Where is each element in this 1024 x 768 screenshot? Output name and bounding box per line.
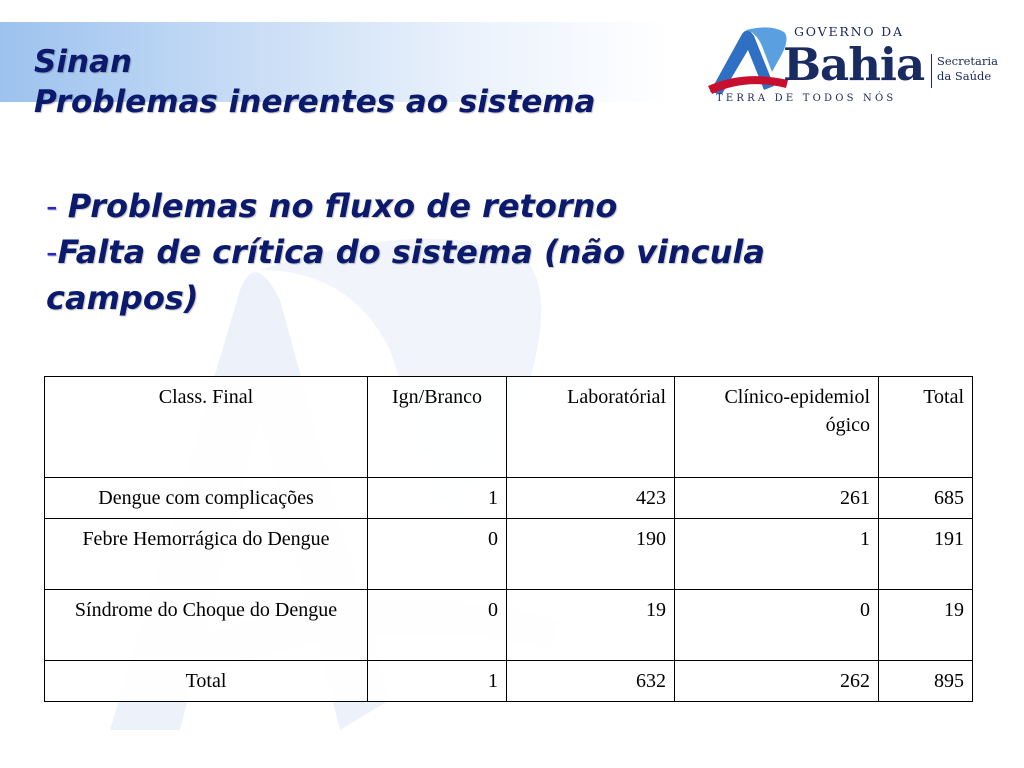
bullet-text: Falta de crítica do sistema (não vincula campos) [46, 233, 765, 317]
logo-name: Bahia [783, 38, 925, 91]
table-cell: 19 [879, 590, 973, 661]
row-label: Dengue com complicações [45, 478, 368, 519]
table-cell: 0 [368, 590, 507, 661]
logo-department [937, 54, 998, 84]
dept-line-1: Secretaria [937, 54, 998, 68]
table-header-row [45, 377, 973, 478]
logo-top-text: GOVERNO DA [794, 24, 904, 39]
row-label: Total [45, 661, 368, 702]
table-cell: 0 [675, 590, 879, 661]
table-cell: 262 [675, 661, 879, 702]
table-cell: 1 [368, 661, 507, 702]
table-cell: 1 [368, 478, 507, 519]
table-row [45, 519, 973, 590]
classification-table [44, 376, 973, 702]
column-header: Total [879, 377, 973, 478]
logo-tagline: TERRA DE TODOS NÓS [716, 93, 897, 104]
table-row [45, 661, 973, 702]
logo-divider [931, 54, 932, 88]
table-cell: 632 [507, 661, 675, 702]
table-cell: 895 [879, 661, 973, 702]
column-header: Ign/Branco [368, 377, 507, 478]
row-label: Febre Hemorrágica do Dengue [45, 519, 368, 590]
governo-bahia-logo [706, 22, 1006, 110]
column-header: Laboratórial [507, 377, 675, 478]
table-row [45, 478, 973, 519]
bullet-list [46, 183, 846, 321]
table-row [45, 590, 973, 661]
table-cell: 190 [507, 519, 675, 590]
bullet-dash: - [46, 233, 58, 271]
title-line-2: Problemas inerentes ao sistema [34, 84, 596, 120]
table-cell: 191 [879, 519, 973, 590]
table-cell: 261 [675, 478, 879, 519]
bahia-triangle-icon [706, 26, 792, 98]
table-cell: 0 [368, 519, 507, 590]
table-cell: 685 [879, 478, 973, 519]
bullet-dash: - [46, 187, 68, 225]
column-header: Class. Final [45, 377, 368, 478]
title-line-1: Sinan [34, 44, 133, 80]
bullet-item [46, 229, 846, 321]
dept-line-2: da Saúde [937, 69, 992, 83]
row-label: Síndrome do Choque do Dengue [45, 590, 368, 661]
bullet-item [46, 183, 846, 229]
column-header: Clínico-epidemiológico [675, 377, 879, 478]
bullet-text: Problemas no fluxo de retorno [67, 187, 618, 225]
page-title [34, 42, 595, 122]
table-cell: 423 [507, 478, 675, 519]
table-cell: 1 [675, 519, 879, 590]
table-cell: 19 [507, 590, 675, 661]
